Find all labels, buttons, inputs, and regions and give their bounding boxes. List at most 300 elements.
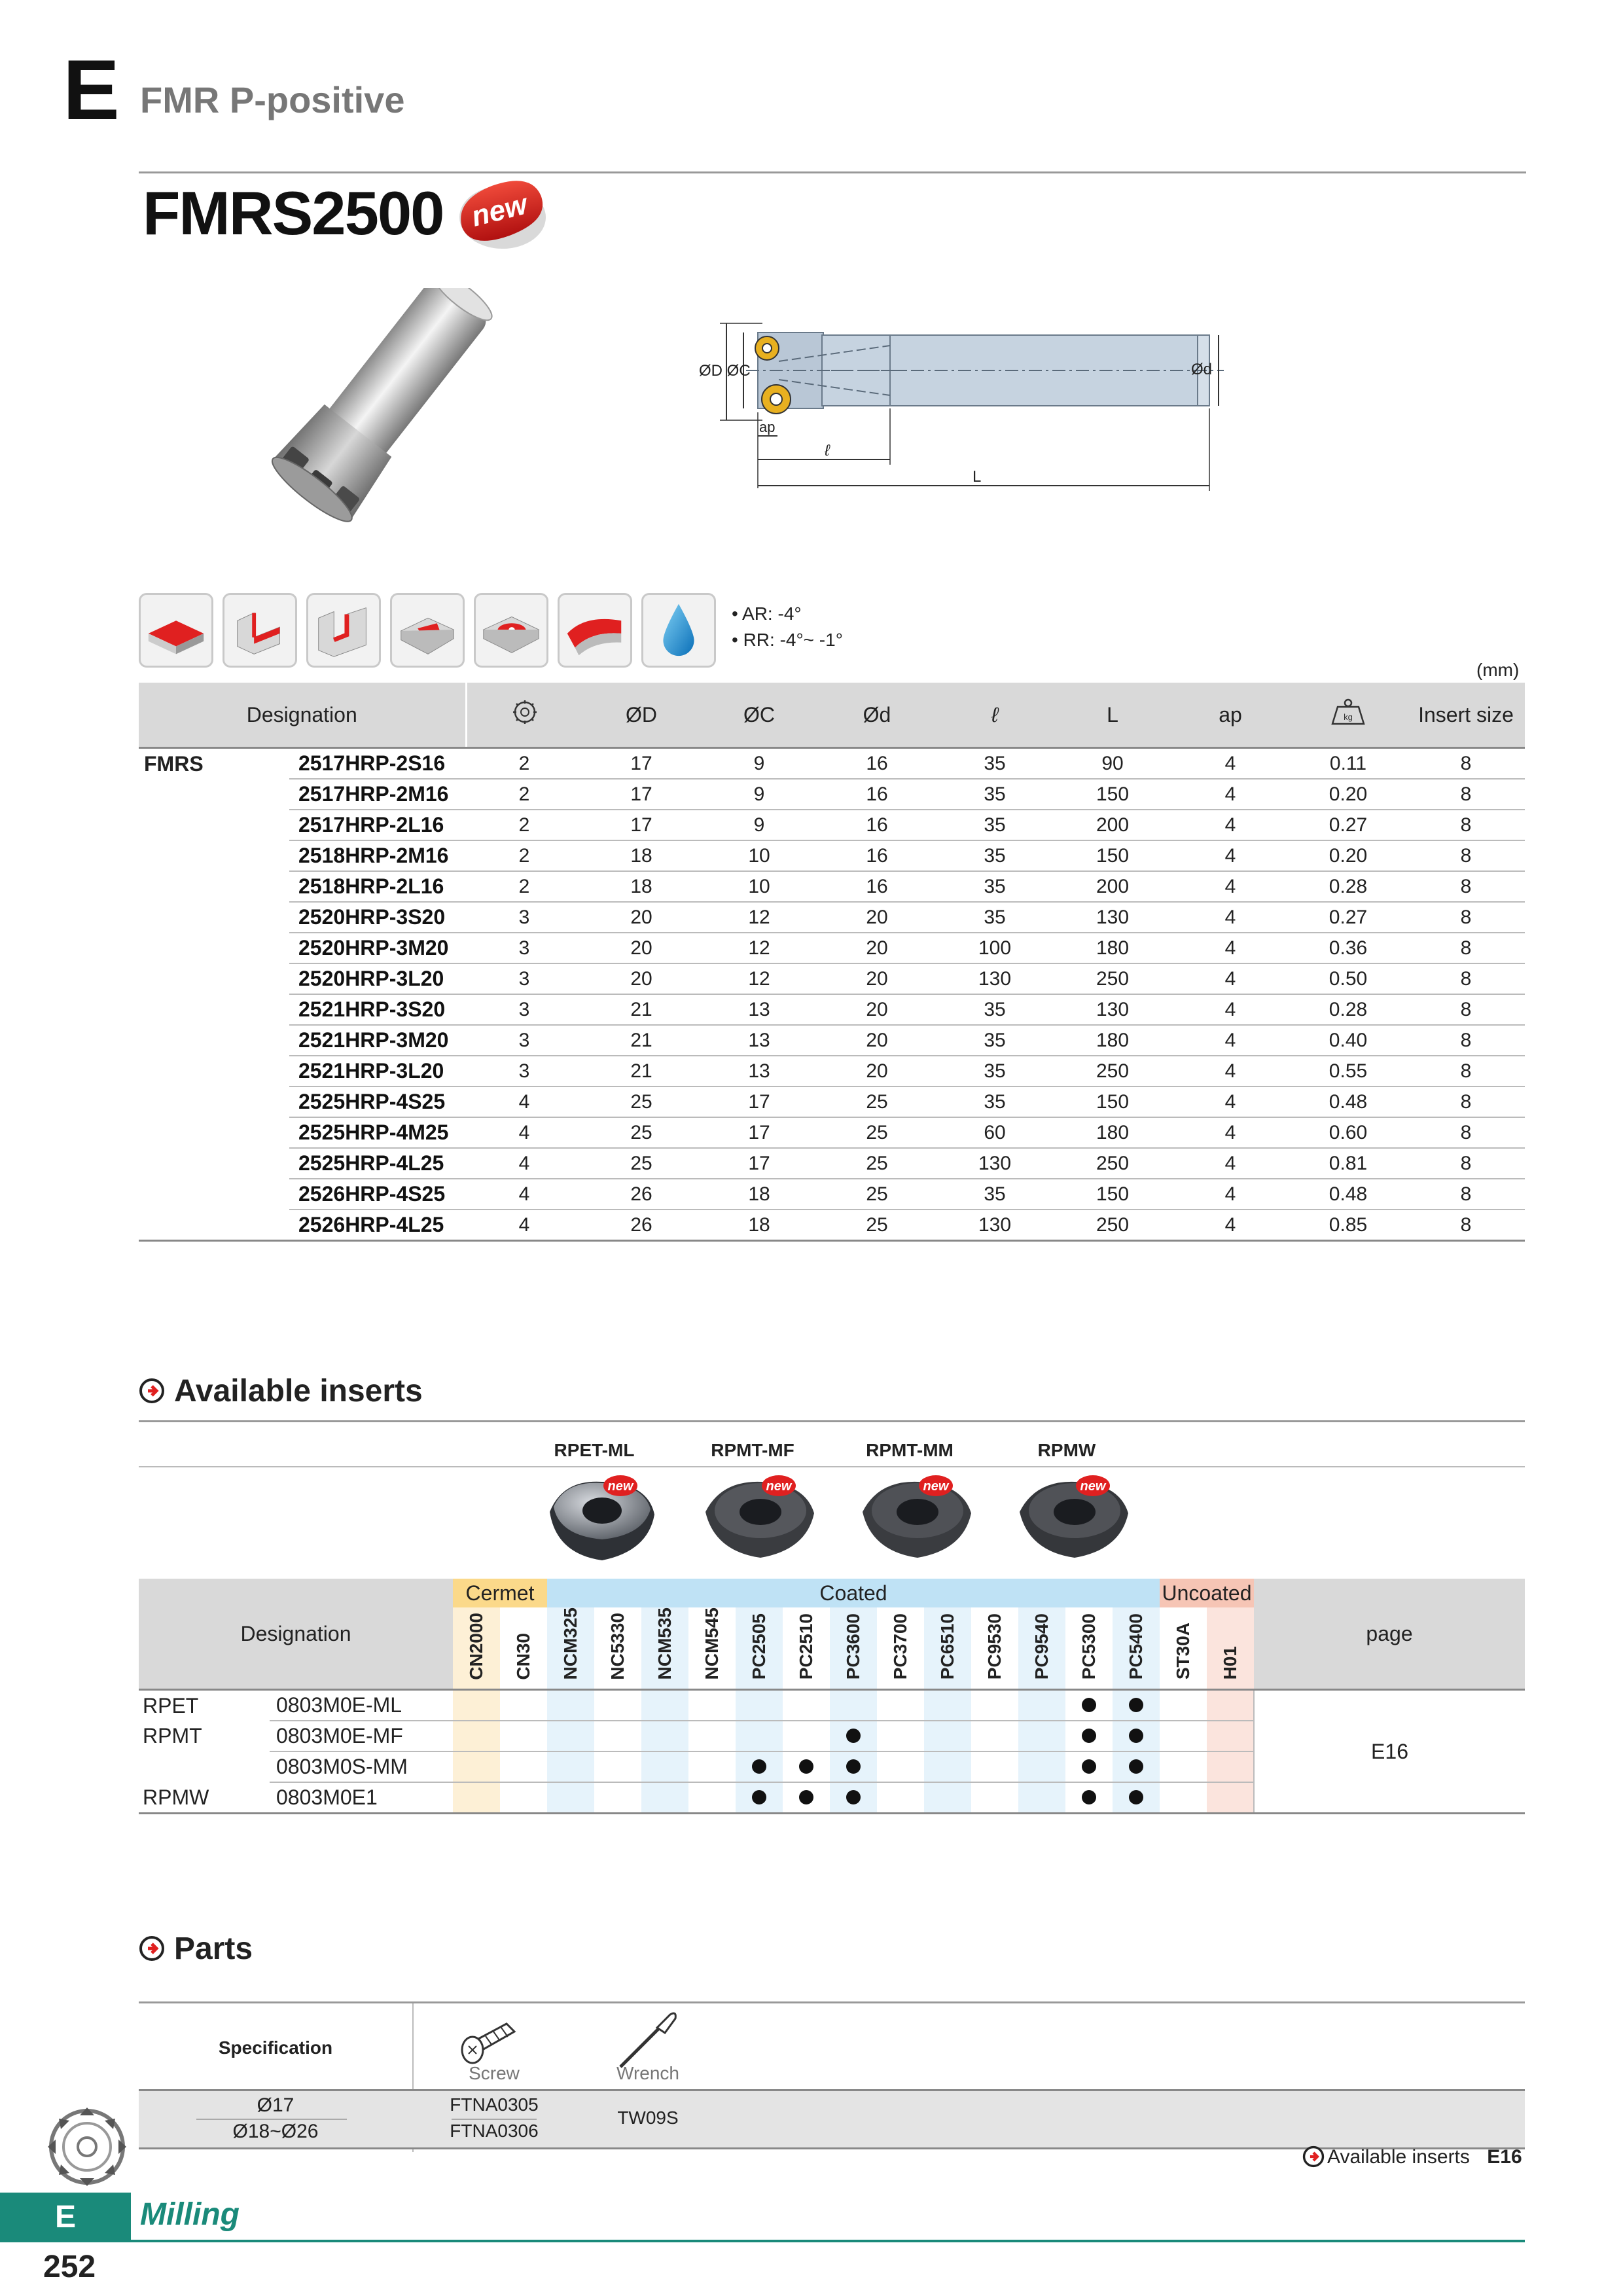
value-cell: 8 xyxy=(1407,1148,1525,1179)
availability-dot xyxy=(1129,1729,1143,1743)
value-cell: 20 xyxy=(818,1025,936,1056)
series-cell xyxy=(139,1148,289,1179)
grade-header xyxy=(688,1607,736,1690)
value-cell: 16 xyxy=(818,779,936,810)
value-cell: 250 xyxy=(1054,1148,1171,1179)
value-cell: 4 xyxy=(1171,840,1289,871)
grade-cell xyxy=(783,1751,830,1782)
value-cell: 20 xyxy=(818,1056,936,1086)
table-row xyxy=(139,933,1525,963)
drawing-label-od: Ød xyxy=(1191,361,1213,378)
value-cell: 180 xyxy=(1054,1117,1171,1148)
grade-cell xyxy=(736,1690,783,1721)
insert-image-rpet-ml xyxy=(537,1473,668,1571)
series-cell xyxy=(139,779,289,810)
product-title: FMRS2500 xyxy=(143,179,444,247)
availability-dot xyxy=(752,1759,766,1774)
grade-label: NC5330 xyxy=(607,1612,628,1680)
value-cell: 13 xyxy=(700,994,818,1025)
radial-rake-angle: • RR: -4°~ -1° xyxy=(732,630,843,650)
value-cell: 4 xyxy=(1171,810,1289,840)
insert-code: 0803M0E1 xyxy=(270,1782,453,1814)
value-cell: 4 xyxy=(1171,871,1289,902)
footer-link-text: Available inserts xyxy=(1327,2146,1470,2168)
value-cell: 0.27 xyxy=(1289,810,1407,840)
insert-code: 0803M0E-MF xyxy=(270,1721,453,1751)
grade-cell xyxy=(971,1782,1018,1814)
grade-cell xyxy=(877,1721,924,1751)
value-cell: 25 xyxy=(818,1179,936,1210)
designation-cell: 2526HRP-4L25 xyxy=(289,1210,466,1241)
parts-screw-2: FTNA0306 xyxy=(450,2121,539,2141)
designation-cell: 2520HRP-3M20 xyxy=(289,933,466,963)
dimension-drawing xyxy=(687,314,1237,504)
grade-cell xyxy=(453,1721,500,1751)
page-reference[interactable]: E16 xyxy=(1254,1690,1525,1814)
designation-cell: 2518HRP-2M16 xyxy=(289,840,466,871)
value-cell: 0.28 xyxy=(1289,871,1407,902)
insert-series: RPMT xyxy=(143,1724,202,1748)
grade-label: CN2000 xyxy=(466,1612,486,1680)
grade-cell xyxy=(830,1782,877,1814)
insert-code: 0803M0S-MM xyxy=(270,1751,453,1782)
grade-cell xyxy=(500,1690,547,1721)
grade-cell xyxy=(594,1782,641,1814)
table-row xyxy=(139,963,1525,994)
drawing-label-L: L xyxy=(972,468,982,486)
table-row xyxy=(139,1086,1525,1117)
parts-divider xyxy=(139,2001,1525,2003)
value-cell: 90 xyxy=(1054,748,1171,780)
value-cell: 10 xyxy=(700,871,818,902)
grade-cell xyxy=(641,1751,688,1782)
grade-label: CN30 xyxy=(513,1632,533,1680)
grade-cell xyxy=(783,1782,830,1814)
value-cell: 35 xyxy=(936,1086,1054,1117)
designation-cell: 2525HRP-4L25 xyxy=(289,1148,466,1179)
value-cell: 0.40 xyxy=(1289,1025,1407,1056)
weight-icon-text: kg xyxy=(1344,712,1353,722)
parts-spec-separator xyxy=(196,2119,347,2120)
value-cell: 26 xyxy=(582,1179,700,1210)
grade-cell xyxy=(1207,1721,1254,1751)
insert-series: RPMW xyxy=(139,1782,270,1814)
grade-cell xyxy=(1113,1690,1160,1721)
value-cell: 4 xyxy=(466,1148,582,1179)
grade-label: PC9530 xyxy=(984,1613,1005,1680)
series-cell xyxy=(139,1210,289,1241)
new-badge-text: new xyxy=(468,188,531,233)
section-tab: E xyxy=(0,2193,131,2242)
grade-cell xyxy=(453,1782,500,1814)
series-cell: FMRS xyxy=(144,751,204,776)
series-cell xyxy=(139,963,289,994)
value-cell: 2 xyxy=(466,748,582,780)
value-cell: 35 xyxy=(936,871,1054,902)
value-cell: 200 xyxy=(1054,871,1171,902)
grade-cell xyxy=(453,1751,500,1782)
value-cell: 0.48 xyxy=(1289,1086,1407,1117)
value-cell: 16 xyxy=(818,871,936,902)
designation-cell: 2520HRP-3L20 xyxy=(289,963,466,994)
value-cell: 20 xyxy=(582,902,700,933)
grade-cell xyxy=(1065,1751,1113,1782)
series-cell xyxy=(139,1056,289,1086)
grade-cell xyxy=(641,1721,688,1751)
value-cell: 0.11 xyxy=(1289,748,1407,780)
value-cell: 8 xyxy=(1407,1025,1525,1056)
grade-cell xyxy=(736,1721,783,1751)
value-cell: 0.85 xyxy=(1289,1210,1407,1241)
grade-header xyxy=(547,1607,594,1690)
grade-cell xyxy=(547,1782,594,1814)
grade-header xyxy=(641,1607,688,1690)
value-cell: 8 xyxy=(1407,963,1525,994)
value-cell: 150 xyxy=(1054,1179,1171,1210)
availability-dot xyxy=(1082,1698,1096,1712)
wrench-label: Wrench xyxy=(616,2063,679,2083)
inserts-heading xyxy=(139,1373,423,1409)
table-row xyxy=(139,840,1525,871)
value-cell: 35 xyxy=(936,994,1054,1025)
insert-type-rpmw: RPMW xyxy=(1037,1440,1096,1460)
designation-cell: 2517HRP-2S16 xyxy=(289,748,466,780)
series-cell xyxy=(139,1179,289,1210)
series-cell xyxy=(139,994,289,1025)
insert-code: 0803M0E-ML xyxy=(270,1690,453,1721)
value-cell: 2 xyxy=(466,871,582,902)
category-label: Milling xyxy=(140,2197,240,2232)
grade-cell xyxy=(688,1751,736,1782)
value-cell: 9 xyxy=(700,748,818,780)
grade-cell xyxy=(1207,1690,1254,1721)
grade-cell xyxy=(1160,1690,1207,1721)
grade-label: PC3700 xyxy=(890,1613,910,1680)
designation-cell: 2526HRP-4S25 xyxy=(289,1179,466,1210)
value-cell: 2 xyxy=(466,810,582,840)
grade-cell xyxy=(1065,1721,1113,1751)
value-cell: 100 xyxy=(936,933,1054,963)
value-cell: 21 xyxy=(582,1056,700,1086)
grade-label: PC2505 xyxy=(749,1613,769,1680)
grade-header xyxy=(1160,1607,1207,1690)
table-row xyxy=(139,1025,1525,1056)
grade-cell xyxy=(924,1690,971,1721)
grade-label: NCM325 xyxy=(560,1607,580,1680)
value-cell: 25 xyxy=(818,1148,936,1179)
grade-cell xyxy=(594,1751,641,1782)
value-cell: 26 xyxy=(582,1210,700,1241)
header-L: L xyxy=(1054,683,1171,748)
value-cell: 35 xyxy=(936,1056,1054,1086)
value-cell: 4 xyxy=(1171,1179,1289,1210)
series-cell xyxy=(139,1117,289,1148)
footer-link-page: E16 xyxy=(1487,2146,1522,2168)
value-cell: 200 xyxy=(1054,810,1171,840)
value-cell: 25 xyxy=(582,1148,700,1179)
value-cell: 20 xyxy=(582,933,700,963)
value-cell: 0.28 xyxy=(1289,994,1407,1025)
designation-cell: 2521HRP-3L20 xyxy=(289,1056,466,1086)
value-cell: 3 xyxy=(466,994,582,1025)
grade-cell xyxy=(688,1782,736,1814)
value-cell: 20 xyxy=(818,963,936,994)
value-cell: 35 xyxy=(936,1025,1054,1056)
grade-header xyxy=(877,1607,924,1690)
grade-cell xyxy=(971,1690,1018,1721)
value-cell: 20 xyxy=(582,963,700,994)
availability-dot xyxy=(1082,1729,1096,1743)
designation-cell: 2520HRP-3S20 xyxy=(289,902,466,933)
coolant-icon xyxy=(641,593,716,668)
weight-icon xyxy=(1330,698,1366,726)
parts-screw-separator xyxy=(452,2119,537,2120)
parts-screw-1: FTNA0305 xyxy=(450,2094,539,2115)
value-cell: 8 xyxy=(1407,933,1525,963)
drawing-label-ap: ap xyxy=(759,419,776,435)
grade-table xyxy=(139,1579,1525,1814)
grade-cell xyxy=(877,1782,924,1814)
insert-type-rpmt-mm: RPMT-MM xyxy=(866,1440,954,1460)
value-cell: 0.50 xyxy=(1289,963,1407,994)
value-cell: 4 xyxy=(466,1086,582,1117)
designation-cell: 2525HRP-4M25 xyxy=(289,1117,466,1148)
grade-label: PC5400 xyxy=(1126,1613,1146,1680)
teeth-count-icon xyxy=(510,698,539,726)
value-cell: 8 xyxy=(1407,1086,1525,1117)
value-cell: 17 xyxy=(582,810,700,840)
value-cell: 0.36 xyxy=(1289,933,1407,963)
header-designation: Designation xyxy=(139,683,466,748)
value-cell: 4 xyxy=(1171,963,1289,994)
insert-series: RPET xyxy=(143,1693,199,1717)
table-row xyxy=(139,1056,1525,1086)
grade-cell xyxy=(594,1690,641,1721)
grade-label: PC3600 xyxy=(843,1613,863,1680)
value-cell: 25 xyxy=(582,1086,700,1117)
value-cell: 0.60 xyxy=(1289,1117,1407,1148)
insert-type-rpmt-mf: RPMT-MF xyxy=(711,1440,794,1460)
parts-wrench: TW09S xyxy=(617,2108,679,2128)
value-cell: 0.20 xyxy=(1289,840,1407,871)
arrow-circle-icon xyxy=(139,1378,165,1404)
value-cell: 3 xyxy=(466,1025,582,1056)
inserts-divider xyxy=(139,1420,1525,1422)
series-cell xyxy=(139,933,289,963)
grade-cell xyxy=(1018,1782,1065,1814)
group-coated: Coated xyxy=(547,1579,1160,1607)
designation-cell: 2525HRP-4S25 xyxy=(289,1086,466,1117)
value-cell: 13 xyxy=(700,1056,818,1086)
availability-dot xyxy=(799,1790,813,1804)
value-cell: 25 xyxy=(818,1210,936,1241)
grade-cell xyxy=(547,1721,594,1751)
value-cell: 12 xyxy=(700,933,818,963)
value-cell: 20 xyxy=(818,902,936,933)
value-cell: 4 xyxy=(1171,1210,1289,1241)
insert-new-label: new xyxy=(923,1479,949,1494)
grade-header xyxy=(1207,1607,1254,1690)
table-row xyxy=(139,994,1525,1025)
specification-table xyxy=(139,683,1525,1242)
drawing-label-l: ℓ xyxy=(825,442,830,459)
value-cell: 150 xyxy=(1054,779,1171,810)
value-cell: 130 xyxy=(1054,994,1171,1025)
grade-cell xyxy=(830,1751,877,1782)
application-face-milling-icon xyxy=(139,593,213,668)
grade-label: ST30A xyxy=(1173,1623,1193,1680)
value-cell: 21 xyxy=(582,1025,700,1056)
availability-dot xyxy=(1129,1790,1143,1804)
section-title: FMR P-positive xyxy=(140,79,405,120)
value-cell: 130 xyxy=(936,1210,1054,1241)
value-cell: 60 xyxy=(936,1117,1054,1148)
grade-cell xyxy=(971,1721,1018,1751)
grade-cell xyxy=(594,1721,641,1751)
value-cell: 8 xyxy=(1407,1179,1525,1210)
application-shoulder-icon xyxy=(223,593,297,668)
value-cell: 35 xyxy=(936,810,1054,840)
value-cell: 8 xyxy=(1407,748,1525,780)
milling-cutter-icon xyxy=(38,2101,136,2193)
value-cell: 20 xyxy=(818,994,936,1025)
grade-cell xyxy=(547,1690,594,1721)
value-cell: 4 xyxy=(1171,1025,1289,1056)
grade-cell xyxy=(830,1721,877,1751)
value-cell: 4 xyxy=(1171,1117,1289,1148)
value-cell: 4 xyxy=(466,1179,582,1210)
grade-header xyxy=(1065,1607,1113,1690)
grade-cell xyxy=(1018,1721,1065,1751)
grade-cell xyxy=(641,1690,688,1721)
value-cell: 25 xyxy=(582,1117,700,1148)
grade-cell xyxy=(1018,1690,1065,1721)
grade-header xyxy=(924,1607,971,1690)
arrow-circle-icon xyxy=(139,1935,165,1962)
group-cermet: Cermet xyxy=(453,1579,547,1607)
axial-rake-angle: • AR: -4° xyxy=(732,603,802,624)
value-cell: 4 xyxy=(1171,1148,1289,1179)
table-row xyxy=(139,779,1525,810)
series-cell xyxy=(139,1025,289,1056)
availability-dot xyxy=(1129,1759,1143,1774)
value-cell: 4 xyxy=(1171,994,1289,1025)
application-slotting-icon xyxy=(306,593,381,668)
value-cell: 4 xyxy=(1171,779,1289,810)
series-cell xyxy=(139,810,289,840)
table-row xyxy=(139,1148,1525,1179)
insert-new-label: new xyxy=(766,1479,792,1494)
value-cell: 4 xyxy=(1171,1086,1289,1117)
grade-cell xyxy=(783,1690,830,1721)
grade-cell xyxy=(1207,1751,1254,1782)
value-cell: 130 xyxy=(936,1148,1054,1179)
insert-image-rpmt-mf xyxy=(695,1473,826,1571)
value-cell: 25 xyxy=(818,1086,936,1117)
header-weight xyxy=(1289,683,1407,748)
value-cell: 2 xyxy=(466,779,582,810)
grade-cell xyxy=(924,1751,971,1782)
grade-cell xyxy=(547,1751,594,1782)
page-number: 252 xyxy=(43,2250,96,2284)
value-cell: 25 xyxy=(818,1117,936,1148)
value-cell: 10 xyxy=(700,840,818,871)
value-cell: 180 xyxy=(1054,1025,1171,1056)
parts-spec-header: Specification xyxy=(218,2037,333,2058)
series-cell xyxy=(139,871,289,902)
availability-dot xyxy=(1082,1759,1096,1774)
value-cell: 8 xyxy=(1407,810,1525,840)
table-row xyxy=(139,748,1525,780)
inserts-label-divider xyxy=(139,1466,1525,1467)
grade-header xyxy=(500,1607,547,1690)
footer-rule xyxy=(131,2240,1525,2242)
value-cell: 3 xyxy=(466,933,582,963)
insert-image-rpmw xyxy=(1009,1473,1140,1571)
available-inserts-link[interactable] xyxy=(1302,2145,1522,2168)
drawing-label-od-oc: ØD ØC xyxy=(699,362,751,380)
grade-cell xyxy=(688,1690,736,1721)
grade-cell xyxy=(830,1690,877,1721)
grade-cell xyxy=(641,1782,688,1814)
value-cell: 17 xyxy=(700,1117,818,1148)
grade-cell xyxy=(453,1690,500,1721)
value-cell: 8 xyxy=(1407,779,1525,810)
grade-cell xyxy=(1113,1751,1160,1782)
grade-header xyxy=(830,1607,877,1690)
value-cell: 180 xyxy=(1054,933,1171,963)
grade-cell xyxy=(500,1721,547,1751)
value-cell: 2 xyxy=(466,840,582,871)
designation-cell: 2518HRP-2L16 xyxy=(289,871,466,902)
insert-image-rpmt-mm xyxy=(852,1473,983,1571)
value-cell: 3 xyxy=(466,1056,582,1086)
header-teeth xyxy=(466,683,582,748)
value-cell: 0.48 xyxy=(1289,1179,1407,1210)
grade-cell xyxy=(783,1721,830,1751)
value-cell: 4 xyxy=(1171,902,1289,933)
insert-new-label: new xyxy=(1080,1479,1106,1494)
availability-dot xyxy=(1129,1698,1143,1712)
grade-label: PC6510 xyxy=(937,1613,957,1680)
insert-new-label: new xyxy=(607,1479,633,1494)
grade-cell xyxy=(924,1721,971,1751)
value-cell: 35 xyxy=(936,748,1054,780)
grade-cell xyxy=(924,1782,971,1814)
application-contour-icon xyxy=(558,593,632,668)
grade-label: PC2510 xyxy=(796,1613,816,1680)
table-row xyxy=(139,1210,1525,1241)
value-cell: 35 xyxy=(936,779,1054,810)
header-shank-d: Ød xyxy=(818,683,936,748)
value-cell: 16 xyxy=(818,810,936,840)
designation-cell: 2521HRP-3S20 xyxy=(289,994,466,1025)
value-cell: 35 xyxy=(936,902,1054,933)
value-cell: 8 xyxy=(1407,902,1525,933)
value-cell: 17 xyxy=(582,779,700,810)
value-cell: 0.27 xyxy=(1289,902,1407,933)
value-cell: 18 xyxy=(582,871,700,902)
group-uncoated: Uncoated xyxy=(1160,1579,1254,1607)
availability-dot xyxy=(846,1759,861,1774)
new-badge-icon xyxy=(452,170,550,255)
grade-cell xyxy=(736,1782,783,1814)
grade-header xyxy=(453,1607,500,1690)
grade-cell xyxy=(1113,1782,1160,1814)
value-cell: 17 xyxy=(700,1148,818,1179)
parts-heading-text: Parts xyxy=(174,1931,253,1966)
table-row xyxy=(139,1690,1525,1721)
